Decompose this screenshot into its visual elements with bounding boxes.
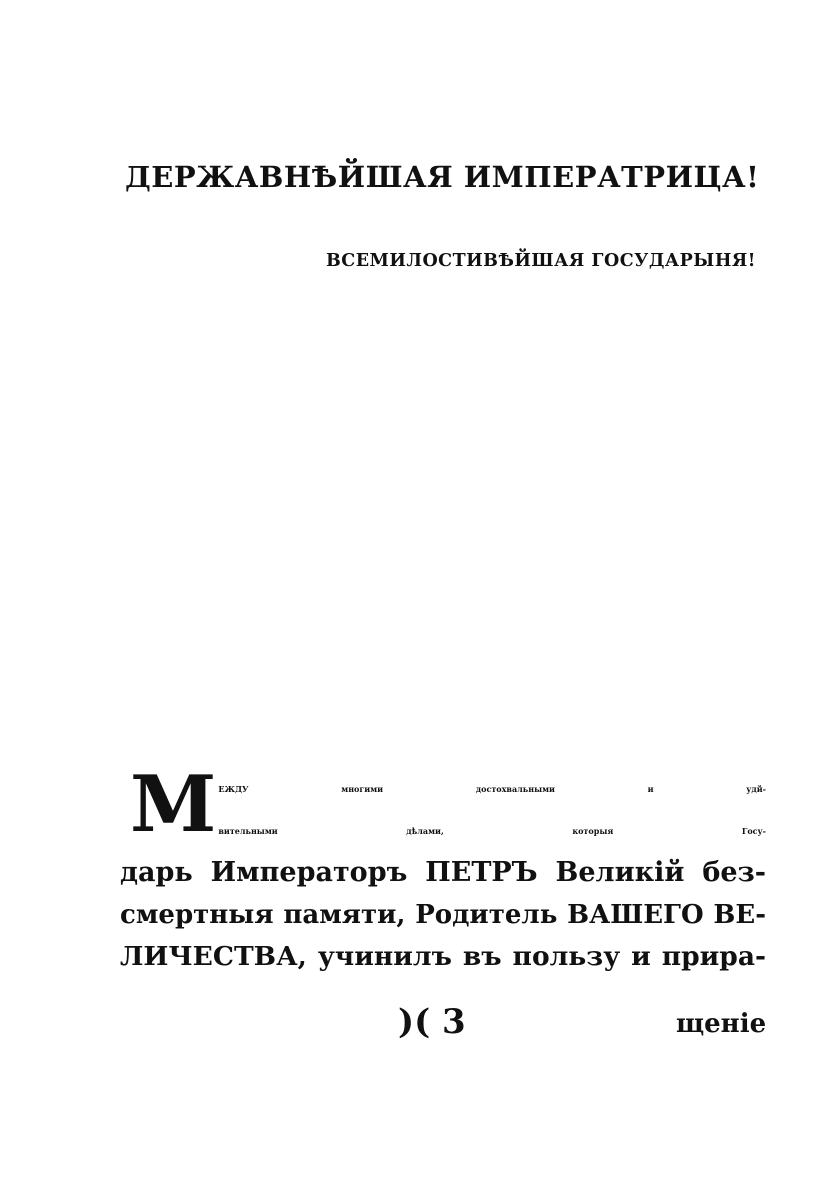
body-paragraph: [120, 759, 766, 978]
body-line-5: ЛИЧЕСТВА, учинилъ въ пользу и прира-: [120, 941, 766, 972]
drop-cap-letter: М: [130, 759, 217, 850]
body-line-3: дарь Императоръ ПЕТРЪ Великій без-: [120, 857, 766, 888]
body-line-4: смертныя памяти, Родитель ВАШЕГО ВЕ-: [120, 900, 766, 930]
page-title: ДЕРЖАВНѢЙШАЯ ИМПЕРАТРИЦА!: [125, 160, 760, 194]
body-line-2: вительными дѣлами, которыя Госу-: [218, 826, 766, 836]
body-line-1: ЕЖДУ многими достохвальными и удй-: [218, 784, 766, 794]
catchword: щеніе: [676, 1009, 767, 1039]
signature-mark: )( 3: [398, 1002, 466, 1042]
page-subtitle: ВСЕМИЛОСТИВѢЙШАЯ ГОСУДАРЫНЯ!: [326, 251, 756, 271]
